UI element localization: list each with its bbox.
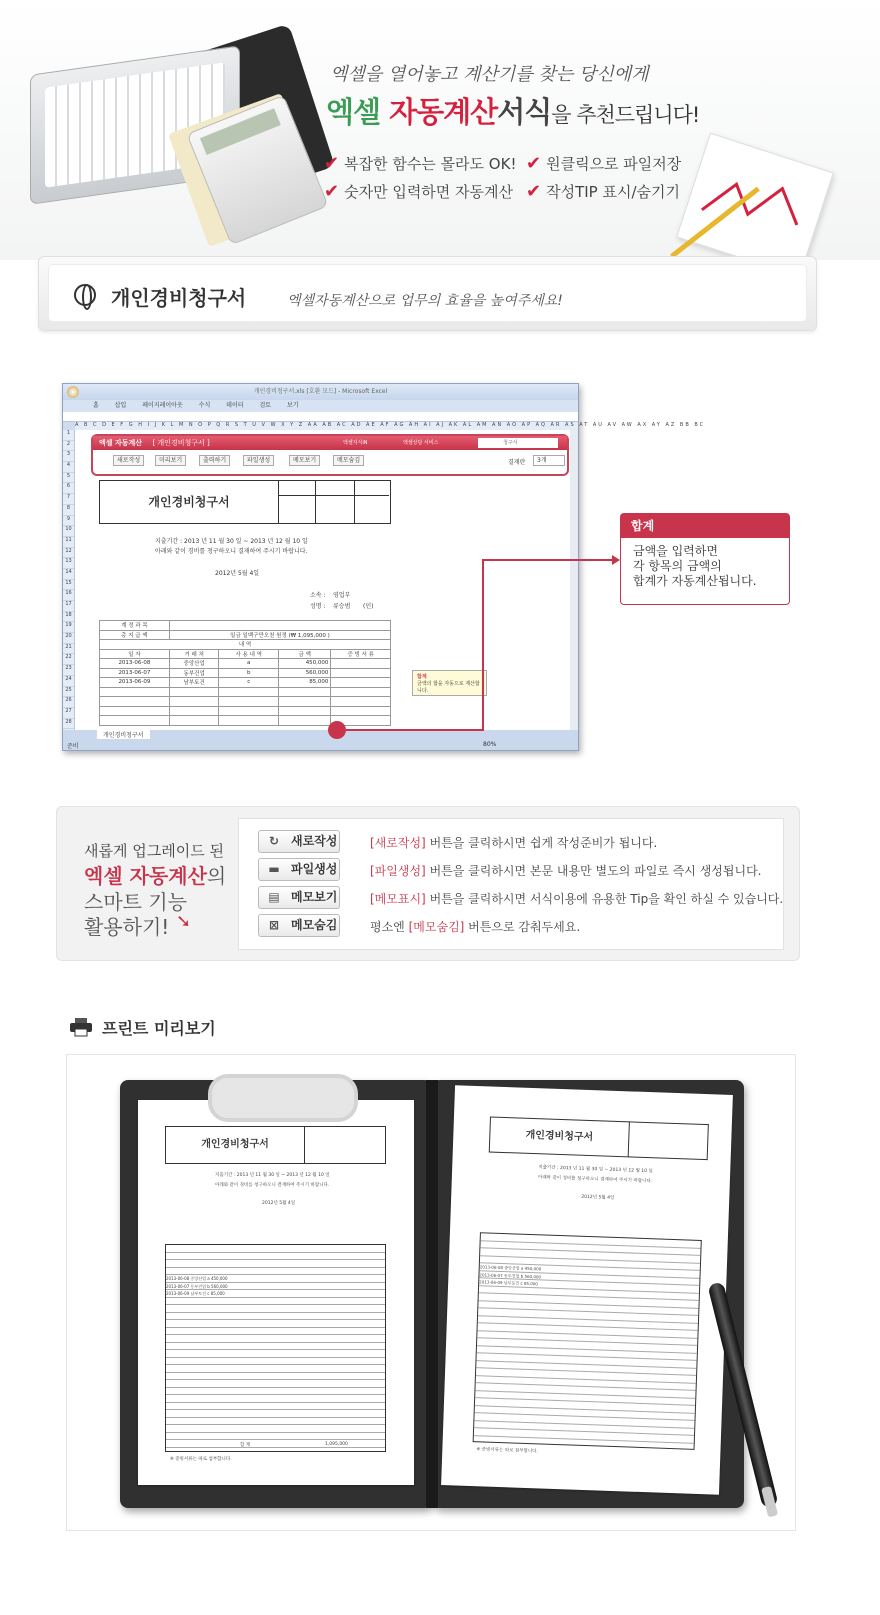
- feature-file-text: 버튼을 클릭하시면 본문 내용만 별도의 파일로 즉시 생성됩니다.: [429, 864, 762, 878]
- approval-label: 결재란: [508, 459, 526, 466]
- memo-close-icon: ⊠: [268, 918, 280, 932]
- hero-feature-4: ✔ 작성TIP 표시/숨기기: [526, 181, 680, 202]
- feature-file-button[interactable]: [258, 858, 340, 881]
- features-intro-1: 새롭게 업그레이드 된: [84, 842, 224, 860]
- row-number[interactable]: 23: [63, 665, 74, 676]
- refresh-icon: ↻: [268, 834, 280, 848]
- row-number[interactable]: 25: [63, 687, 74, 698]
- cell[interactable]: 2013-06-09: [100, 678, 170, 688]
- ribbon-doc-tag: [ 개인경비청구서 ]: [152, 439, 210, 447]
- ribbon-memo-hide-button[interactable]: 메모숨김: [333, 455, 364, 466]
- print-table-row: [166, 1313, 385, 1321]
- print-table-row: [166, 1433, 385, 1441]
- print-left-sum-value: 1,095,000: [325, 1442, 348, 1447]
- expense-table: [99, 620, 391, 726]
- ribbon-preview-button[interactable]: 미리보기: [155, 455, 186, 466]
- cell[interactable]: 450,000: [279, 659, 331, 669]
- hero-title-red: 자동계산: [389, 95, 498, 129]
- col-header-proof: 증 빙 서 류: [331, 649, 391, 659]
- feature-memo-show-text: 버튼을 클릭하시면 서식이용에 유용한 Tip을 확인 하실 수 있습니다.: [429, 892, 784, 906]
- print-left-footnote: ※ 증빙서류는 따로 첨부합니다.: [170, 1457, 232, 1462]
- ribbon-link-knowledge[interactable]: 엑셀지식iN: [343, 440, 368, 446]
- hero-feature-2: ✔ 원클릭으로 파일저장: [526, 153, 681, 174]
- table-row[interactable]: [100, 668, 391, 678]
- approval-select[interactable]: 3개: [533, 455, 565, 466]
- table-row[interactable]: [100, 716, 391, 726]
- print-table-row: [166, 1425, 385, 1433]
- doc-request: 아래와 같이 경비를 청구하오니 결재하여 주시기 바랍니다.: [155, 548, 308, 555]
- globe-icon: [74, 284, 96, 306]
- cell[interactable]: 85,000: [279, 678, 331, 688]
- print-table-row: [166, 1373, 385, 1381]
- print-table-row: 2013-06-09 남부토건 c 85,000: [479, 1278, 699, 1293]
- ribbon-search-input[interactable]: 청구서: [478, 438, 558, 448]
- row-number[interactable]: 14: [63, 569, 74, 580]
- print-table-row: 2013-06-07 동부건업 b 560,000: [166, 1283, 385, 1291]
- features-intro-2: [84, 860, 226, 889]
- print-table-row: [166, 1403, 385, 1411]
- row-number[interactable]: 8: [63, 505, 74, 516]
- detail-label: 내 역: [100, 640, 391, 650]
- cell[interactable]: [331, 659, 391, 669]
- feature-memo-hide-prefix: 평소엔: [370, 920, 405, 934]
- doc-date: 2012년 5월 4일: [215, 570, 260, 577]
- print-table-row: 2013-06-08 중앙산업 a 450,000: [166, 1275, 385, 1283]
- print-table-row: [166, 1305, 385, 1313]
- office-button-icon[interactable]: [67, 386, 79, 398]
- print-right-period: 지출기간 : 2013 년 11 월 30 일 ~ 2013 년 12 월 10 일: [538, 1165, 653, 1175]
- account-label: 계 정 과 목: [100, 621, 170, 631]
- excel-status-bar: [63, 730, 578, 750]
- feature-file-label: 파일생성: [291, 862, 338, 876]
- feature-new-button[interactable]: [258, 830, 340, 853]
- table-row[interactable]: [100, 706, 391, 716]
- excel-menu[interactable]: 홈 삽입 페이지레이아웃 수식 데이터 검토 보기: [63, 400, 578, 412]
- cell[interactable]: 남부토건: [169, 678, 219, 688]
- row-number[interactable]: 13: [63, 558, 74, 569]
- features-intro-4: 활용하기!: [84, 915, 170, 939]
- feature-memo-hide-desc: [370, 918, 580, 935]
- cell[interactable]: 560,000: [279, 668, 331, 678]
- folder-icon: ▬: [268, 862, 280, 876]
- row-number[interactable]: 7: [63, 494, 74, 505]
- row-number[interactable]: 3: [63, 451, 74, 462]
- print-table-row: [166, 1418, 385, 1426]
- print-table-row: [166, 1253, 385, 1261]
- clipboard-spine: [426, 1080, 438, 1508]
- pointer-icon: ➘: [176, 911, 192, 932]
- print-right-footnote: ※ 증빙서류는 따로 첨부합니다.: [476, 1447, 539, 1455]
- total-text: 일금 일백구만오천 원정 (₩ 1,095,000 ): [169, 630, 390, 640]
- row-number[interactable]: 1: [63, 430, 74, 441]
- page-title: 개인경비청구서: [111, 286, 247, 310]
- doc-dept: 영업부: [333, 592, 351, 599]
- print-table-row: [166, 1328, 385, 1336]
- print-table-row: [166, 1268, 385, 1276]
- row-number[interactable]: 6: [63, 483, 74, 494]
- print-table-row: [166, 1343, 385, 1351]
- callout-line-2: 각 항목의 금액의: [633, 559, 722, 573]
- memo-icon: ▤: [268, 890, 280, 904]
- row-number[interactable]: 10: [63, 526, 74, 537]
- feature-memo-hide-label: 메모숨김: [291, 918, 338, 932]
- table-row[interactable]: [100, 659, 391, 669]
- print-table-row: 2013-06-09 남부토건 c 85,000: [166, 1290, 385, 1298]
- hero-feature-3: ✔ 숫자만 입력하면 자동계산: [324, 181, 513, 202]
- auto-calc-ribbon: [91, 434, 569, 476]
- feature-new-label: 새로작성: [291, 834, 338, 848]
- row-number[interactable]: 22: [63, 654, 74, 665]
- row-number[interactable]: 9: [63, 516, 74, 527]
- feature-new-key: [새로작성]: [370, 836, 426, 850]
- doc-name-label: 성명 :: [310, 603, 326, 610]
- feature-memo-hide-button[interactable]: [258, 914, 340, 937]
- cell[interactable]: 2013-06-07: [100, 668, 170, 678]
- feature-file-desc: [370, 862, 761, 879]
- row-number[interactable]: 2: [63, 441, 74, 452]
- features-intro-3: 스마트 기능: [84, 890, 187, 914]
- cell[interactable]: c: [219, 678, 279, 688]
- cell[interactable]: a: [219, 659, 279, 669]
- print-table-row: [166, 1350, 385, 1358]
- doc-seal: (인): [363, 603, 374, 610]
- status-text: 준비: [67, 743, 79, 750]
- feature-memo-hide-text: 버튼으로 감춰두세요.: [468, 920, 581, 934]
- column-headers: A B C D E F G H I J K L M N O P Q R S T U V W X Y Z AA AB AC AD AE AF AG AH AI AJ AK AL AM AN AO AP AQ AR AS AT AU AV AW AX AY AZ BB BC: [75, 422, 706, 428]
- cell[interactable]: 동부건업: [169, 668, 219, 678]
- print-left-period: 지출기간 : 2013 년 11 월 30 일 ~ 2013 년 12 월 10 일: [215, 1173, 330, 1178]
- features-intro-suffix: 의: [206, 864, 227, 888]
- approval-grid: [279, 480, 391, 524]
- row-number[interactable]: 27: [63, 708, 74, 719]
- callout-line-1: 금액을 입력하면: [633, 544, 718, 558]
- vertical-scrollbar[interactable]: [570, 430, 578, 730]
- feature-memo-show-desc: [370, 890, 783, 907]
- col-header-usage: 사 용 내 역: [219, 649, 279, 659]
- print-left-approval: [304, 1126, 386, 1164]
- print-right-date: 2012년 5월 4일: [581, 1194, 615, 1201]
- print-left-request: 아래와 같이 경비를 청구하오니 결재하여 주시기 바랍니다.: [215, 1183, 330, 1188]
- doc-name: 류승범: [333, 603, 351, 610]
- print-left-sum-label: 합 계: [240, 1443, 251, 1448]
- row-number[interactable]: 12: [63, 548, 74, 559]
- callout-line-v: [482, 559, 484, 731]
- feature-memo-show-key: [메모표시]: [370, 892, 426, 906]
- callout-arrow-icon: [612, 555, 620, 565]
- feature-new-text: 버튼을 클릭하시면 쉽게 작성준비가 됩니다.: [429, 836, 658, 850]
- feature-memo-hide-key: [메모숨김]: [408, 920, 465, 934]
- feature-new-desc: [370, 834, 657, 851]
- col-header-vendor: 거 래 처: [169, 649, 219, 659]
- doc-dept-label: 소속 :: [310, 592, 326, 599]
- sheet-tab[interactable]: 개인경비청구서: [97, 730, 150, 739]
- print-table-row: [166, 1335, 385, 1343]
- cell[interactable]: [331, 668, 391, 678]
- hero-title-suffix: 을 추천드립니다!: [551, 103, 700, 127]
- callout-line-h2: [482, 559, 614, 561]
- table-row[interactable]: [100, 697, 391, 707]
- print-table-row: [166, 1388, 385, 1396]
- features-intro-red: 엑셀 자동계산: [84, 864, 207, 888]
- worksheet[interactable]: [75, 430, 570, 730]
- row-number[interactable]: 18: [63, 612, 74, 623]
- print-left-date: 2012년 5월 4일: [262, 1201, 296, 1206]
- print-table-row: [166, 1245, 385, 1253]
- print-right-request: 아래와 같이 경비를 청구하오니 결재하여 주시기 바랍니다.: [537, 1175, 653, 1185]
- print-table-row: [166, 1365, 385, 1373]
- excel-title-bar: 개인경비청구서.xls [호환 모드] - Microsoft Excel: [63, 384, 578, 400]
- print-table-row: [166, 1395, 385, 1403]
- ribbon-new-button[interactable]: 새로작성: [113, 455, 144, 466]
- row-number[interactable]: 5: [63, 473, 74, 484]
- ribbon-brand: 엑셀 자동계산: [99, 439, 143, 447]
- print-table-row: [166, 1410, 385, 1418]
- row-number[interactable]: 28: [63, 719, 74, 730]
- doc-period: 지출기간 : 2013 년 11 월 30 일 ~ 2013 년 12 월 10 일: [155, 538, 308, 545]
- print-page-right: [441, 1085, 733, 1494]
- page-subtitle: 엑셀자동계산으로 업무의 효율을 높여주세요!: [287, 293, 563, 309]
- printer-icon: [70, 1018, 92, 1036]
- ribbon-file-button[interactable]: 파일생성: [243, 455, 274, 466]
- row-number[interactable]: 15: [63, 580, 74, 591]
- zoom-level[interactable]: 80%: [483, 741, 497, 748]
- hero-title-dark: 서식: [497, 95, 552, 129]
- print-table-row: [166, 1358, 385, 1366]
- feature-memo-show-label: 메모보기: [291, 890, 338, 904]
- callout-title: 합계: [621, 514, 789, 538]
- clip-icon: [208, 1074, 358, 1122]
- row-number[interactable]: 20: [63, 633, 74, 644]
- hero-feature-1: ✔ 복잡한 함수는 몰라도 OK!: [324, 153, 516, 174]
- ribbon-header: [93, 436, 567, 450]
- memo-tip-text: 금액의 합을 자동으로 계산합니다.: [417, 681, 480, 694]
- ribbon-link-consult[interactable]: 엑셀상담 서비스: [403, 440, 439, 446]
- table-row[interactable]: [100, 687, 391, 697]
- row-headers: [63, 430, 75, 730]
- callout-line-h: [346, 729, 483, 731]
- cell[interactable]: b: [219, 668, 279, 678]
- formula-bar[interactable]: [63, 412, 578, 422]
- print-preview-title: 프린트 미리보기: [102, 1019, 216, 1038]
- cell[interactable]: 중앙산업: [169, 659, 219, 669]
- callout-marker: [328, 721, 346, 739]
- cell[interactable]: [331, 678, 391, 688]
- table-row[interactable]: [100, 678, 391, 688]
- hero-title-green: 엑셀: [326, 95, 381, 129]
- col-header-amount: 금 액: [279, 649, 331, 659]
- callout-box: [620, 513, 790, 605]
- print-table-row: [166, 1320, 385, 1328]
- print-right-table: [473, 1232, 702, 1450]
- feature-file-key: [파일생성]: [370, 864, 426, 878]
- hero-subtitle: 엑셀을 열어놓고 계산기를 찾는 당신에게: [330, 64, 649, 85]
- print-right-approval: [628, 1121, 709, 1160]
- row-number[interactable]: 21: [63, 644, 74, 655]
- doc-title: 개인경비청구서: [99, 480, 279, 524]
- hero-title: [326, 90, 699, 131]
- row-number[interactable]: 11: [63, 537, 74, 548]
- row-number[interactable]: 16: [63, 590, 74, 601]
- row-number[interactable]: 24: [63, 676, 74, 687]
- print-left-title: 개인경비청구서: [165, 1126, 305, 1164]
- print-table-row: [166, 1440, 385, 1448]
- total-label: 총 지 급 액: [100, 630, 170, 640]
- ribbon-print-button[interactable]: 출력하기: [199, 455, 230, 466]
- row-number[interactable]: 4: [63, 462, 74, 473]
- feature-memo-show-button[interactable]: [258, 886, 340, 909]
- col-header-date: 일 자: [100, 649, 170, 659]
- cell[interactable]: 2013-06-08: [100, 659, 170, 669]
- row-number[interactable]: 19: [63, 622, 74, 633]
- print-table-row: [166, 1380, 385, 1388]
- print-right-title: 개인경비청구서: [489, 1117, 630, 1158]
- print-table-row: [166, 1298, 385, 1306]
- row-number[interactable]: 17: [63, 601, 74, 612]
- callout-line-3: 합계가 자동계산됩니다.: [633, 574, 757, 588]
- print-table-row: [166, 1260, 385, 1268]
- print-left-table: [165, 1244, 386, 1452]
- row-number[interactable]: 26: [63, 697, 74, 708]
- memo-tip: [412, 670, 487, 696]
- print-table-row: 2013-06-08 중앙산업 a 450,000: [480, 1263, 700, 1278]
- memo-tip-title: 합계: [417, 674, 427, 680]
- print-table-row: 2013-06-07 동부건업 b 560,000: [479, 1271, 699, 1286]
- ribbon-memo-show-button[interactable]: 메모보기: [289, 455, 320, 466]
